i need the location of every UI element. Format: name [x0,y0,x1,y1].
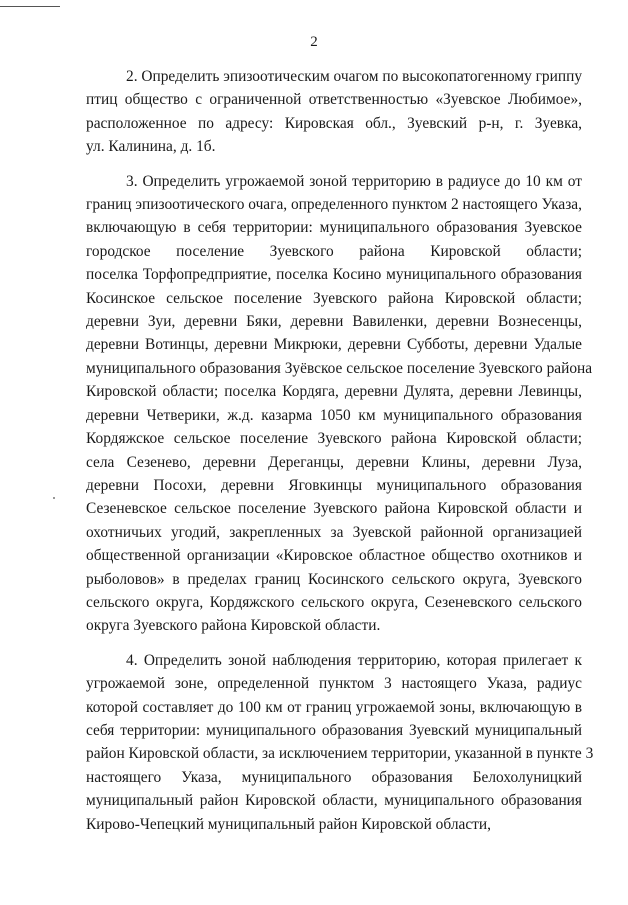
text-line: район Кировской области, за исключением территории, указанной в пункте 3 [86,745,594,763]
paragraph [86,649,594,836]
text-line: деревни Зуи, деревни Бяки, деревни Вавиленки, деревни Вознесенцы, [86,313,582,331]
text-line: сельского округа, Кордяжского сельского округа, Сезеневского сельского [86,593,582,611]
text-line: Кордяжское сельское поселение Зуевского района Кировской области; [86,430,582,448]
text-line: общественной организации «Кировское областное общество охотников и [86,547,582,565]
text-line: Кировской области; поселка Кордяга, деревни Дулята, деревни Левинцы, [86,383,582,401]
text-line: рыболовов» в пределах границ Косинского сельского округа, Зуевского [86,570,582,588]
text-line: 3. Определить угрожаемой зоной территорию в радиусе до 10 км от [126,172,582,190]
text-line: которой составляет до 100 км от границ угрожаемой зоны, включающую в [86,698,582,716]
page-number: 2 [310,34,318,50]
text-line: поселка Торфопредприятие, поселка Косино муниципального образования [86,266,582,284]
text-line: муниципальный район Кировской области, муниципального образования [86,792,582,810]
text-line: охотничьих угодий, закрепленных за Зуевской районной организацией [86,523,582,541]
text-line: расположенное по адресу: Кировская обл., Зуевский р-н, г. Зуевка, [86,114,582,132]
text-line: деревни Посохи, деревни Яговкинцы муниципального образования [86,476,582,494]
text-line: села Сезенево, деревни Дереганцы, деревни Клины, деревни Луза, [86,453,582,471]
text-line: 2. Определить эпизоотическим очагом по высокопатогенному гриппу [126,68,583,85]
text-line: муниципального образования Зуёвское сельское поселение Зуевского района [86,359,593,377]
text-line: включающую в себя территории: муниципального образования Зуевское [86,219,582,237]
scan-speck [53,497,55,499]
text-line: Косинское сельское поселение Зуевского района Кировской области; [86,289,582,307]
paragraph [86,170,593,638]
text-line: угрожаемой зоне, определенной пунктом 3 настоящего Указа, радиус [86,675,582,693]
top-rule [0,6,60,7]
text-line: округа Зуевского района Кировской области. [86,617,381,635]
text-line: границ эпизоотического очага, определенного пунктом 2 настоящего Указа, [86,196,582,214]
text-line: городское поселение Зуевского района Кировской области; [86,242,582,260]
text-line: себя территории: муниципального образования Зуевский муниципальный [86,721,582,739]
paragraph [86,65,582,159]
text-line: ул. Калинина, д. 1б. [86,138,216,156]
document-body [86,65,594,847]
text-line: Сезеневское сельское поселение Зуевского района Кировской области и [86,500,582,518]
text-line: Кирово-Чепецкий муниципальный район Кировской области, [86,815,491,833]
text-line: птиц общество с ограниченной ответственностью «Зуевское Любимое», [86,91,582,109]
text-line: 4. Определить зоной наблюдения территорию, которая прилегает к [126,651,582,669]
text-line: деревни Вотинцы, деревни Микрюки, деревни Субботы, деревни Удалые [86,336,582,354]
text-line: деревни Четверики, ж.д. казарма 1050 км муниципального образования [86,406,582,424]
text-line: настоящего Указа, муниципального образования Белохолуницкий [86,768,582,786]
